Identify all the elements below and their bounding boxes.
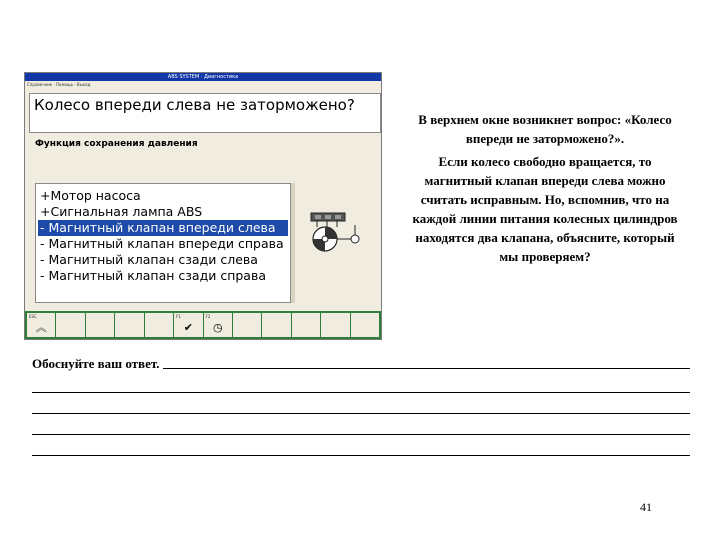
answer-blank[interactable] — [163, 368, 690, 369]
list-item[interactable] — [38, 204, 288, 220]
toolbar-slot-4[interactable] — [115, 313, 143, 337]
list-item-marker: - — [40, 268, 45, 283]
toolbar-slot-9[interactable] — [262, 313, 290, 337]
toolbar-slot-12[interactable] — [351, 313, 379, 337]
esc-button[interactable] — [27, 313, 55, 337]
answer-blank-line[interactable] — [32, 393, 690, 414]
list-item-label: Сигнальная лампа ABS — [50, 204, 203, 219]
list-item-label: Магнитный клапан впереди слева — [48, 220, 276, 235]
f1-confirm-button[interactable] — [174, 313, 202, 337]
list-scrollbar[interactable] — [291, 183, 295, 303]
list-item-marker: + — [40, 188, 51, 203]
window-title-bar: ABS SYSTEM · Диагностика — [25, 73, 381, 81]
f1-key-label: F1 — [176, 314, 181, 319]
list-item[interactable] — [38, 252, 288, 268]
list-item-marker: - — [40, 252, 45, 267]
diagnostic-window — [24, 72, 382, 340]
list-item-selected[interactable] — [38, 220, 288, 236]
question-box — [29, 93, 381, 133]
double-chevron-up-icon: ︽ — [35, 321, 47, 334]
page-number: 41 — [640, 500, 652, 514]
answer-blank-line[interactable] — [32, 414, 690, 435]
esc-key-label: ESC — [29, 314, 37, 319]
valve-wheel-icon — [307, 211, 367, 253]
f2-timer-button[interactable] — [204, 313, 232, 337]
toolbar-slot-11[interactable] — [321, 313, 349, 337]
window-menu-bar[interactable]: Справочник · Помощь · Выход — [27, 82, 91, 87]
answer-blank-line[interactable] — [32, 435, 690, 456]
explanation-paragraph-1: В верхнем окне возникнет вопрос: «Колесо впереди не заторможено?». — [418, 112, 672, 146]
toolbar-slot-8[interactable] — [233, 313, 261, 337]
question-text: Колесо впереди слева не заторможено? — [34, 96, 355, 114]
f2-key-label: F2 — [205, 314, 211, 319]
list-item[interactable] — [38, 236, 288, 252]
clock-icon: ◷ — [212, 321, 223, 334]
component-list — [35, 183, 291, 303]
answer-section — [32, 352, 690, 456]
list-item-label: Магнитный клапан сзади справа — [48, 268, 266, 283]
list-item-marker: + — [40, 204, 51, 219]
explanation-paragraph-2: Если колесо свободно вращается, то магнитный клапан впереди слева можно считать исправным. Но, вспомнив, что на каждой линии питания колесных цилиндров находятся два клапана, объясните, который мы проверяем? — [412, 154, 678, 264]
function-key-toolbar — [25, 311, 381, 339]
explanation-text — [410, 110, 680, 270]
toolbar-slot-2[interactable] — [56, 313, 84, 337]
answer-prompt-line — [32, 352, 690, 372]
answer-blank-line[interactable] — [32, 372, 690, 393]
toolbar-slot-3[interactable] — [86, 313, 114, 337]
toolbar-slot-10[interactable] — [292, 313, 320, 337]
function-label: Функция сохранения давления — [35, 139, 198, 149]
answer-prompt: Обоснуйте ваш ответ. — [32, 356, 160, 371]
list-item-marker: - — [40, 236, 45, 251]
list-item-label: Магнитный клапан сзади слева — [48, 252, 258, 267]
toolbar-slot-5[interactable] — [145, 313, 173, 337]
list-item-label: Мотор насоса — [50, 188, 141, 203]
list-item[interactable] — [38, 188, 288, 204]
list-item[interactable] — [38, 268, 288, 284]
list-item-marker: - — [40, 220, 45, 235]
checkmark-icon: ✔ — [183, 321, 193, 334]
list-item-label: Магнитный клапан впереди справа — [48, 236, 284, 251]
